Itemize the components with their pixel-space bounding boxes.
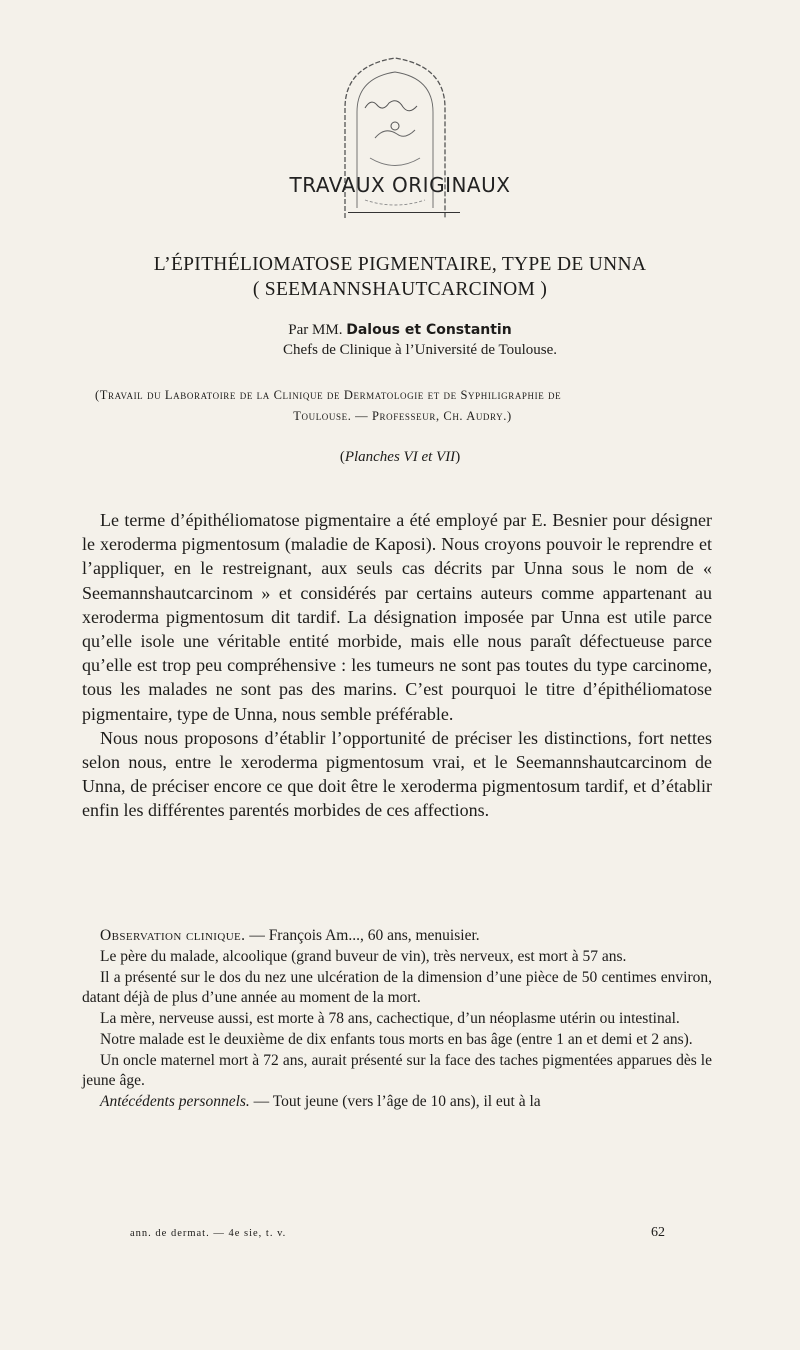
antecedents-text: — Tout jeune (vers l’âge de 10 ans), il eut à la xyxy=(249,1092,541,1110)
observation-heading: Observation clinique. xyxy=(100,927,246,944)
observation-section xyxy=(82,926,712,1113)
intro-paragraph-2: Nous nous proposons d’établir l’opportunité de préciser les distinctions, fort nettes selon nous, entre le xeroderma pigmentosum vrai, et le Seemannshautcarcinom de Unna, de préciser encore ce que doit être le xeroderma pigmentosum tardif, et d’établir enfin les différentes parentés morbides de ces affections. xyxy=(82,727,712,821)
intro-body xyxy=(82,508,712,823)
byline-prefix: Par MM. xyxy=(288,322,343,338)
byline-authors: Dalous et Constantin xyxy=(346,322,512,338)
observation-paragraph-2: Il a présenté sur le dos du nez une ulcération de la dimension d’une pièce de 50 centimes environ, datant déjà de plus d’une année au moment de la mort. xyxy=(82,968,712,1007)
plates-label: Planches VI et VII xyxy=(344,449,456,465)
byline-authors-line xyxy=(0,320,800,340)
article-title-line1: L’ÉPITHÉLIOMATOSE PIGMENTAIRE, TYPE DE UNNA xyxy=(153,254,647,275)
intro-paragraph-1: Le terme d’épithéliomatose pigmentaire a été employé par E. Besnier pour désigner le xeroderma pigmentosum (maladie de Kaposi). Nous croyons pouvoir le reprendre et l’appliquer, en le restreignant, aux seuls cas décrits par Unna sous le nom de « Seemannshautcarcinom » et considérés par certains auteurs comme appartenant au xeroderma pigmentosum dit tardif. La désignation imposée par Unna est utile parce qu’elle isole une véritable entité morbide, mais elle nous paraît défectueuse parce qu’elle est trop peu compréhensive : les tumeurs ne sont pas toutes du type carcinome, tous les malades ne sont pas des marins. C’est pourquoi le titre d’épithéliomatose pigmentaire, type de Unna, nous semble préférable. xyxy=(82,510,712,724)
observation-paragraph-4: Notre malade est le deuxième de dix enfants tous morts en bas âge (entre 1 an et demi et 2 ans). xyxy=(100,1030,693,1048)
observation-paragraph-5: Un oncle maternel mort à 72 ans, aurait présenté sur la face des taches pigmentées apparues dès le jeune âge. xyxy=(82,1051,712,1090)
article-title-line2: ( SEEMANNSHAUTCARCINOM ) xyxy=(252,279,548,300)
observation-heading-rest: — François Am..., 60 ans, menuisier. xyxy=(245,927,480,944)
antecedents-label: Antécédents personnels. xyxy=(100,1092,250,1110)
lab-note-line1: (Travail du Laboratoire de la Clinique de Dermatologie et de Syphiligraphie de xyxy=(95,388,562,402)
affiliation: Chefs de Clinique à l’Université de Toulouse. xyxy=(282,342,558,358)
lab-note-line2: Toulouse. — Professeur, Ch. Audry.) xyxy=(293,409,512,423)
lab-note xyxy=(95,385,710,427)
plates-reference xyxy=(0,449,800,466)
article-title xyxy=(0,252,800,302)
title-rule xyxy=(348,212,460,213)
page-number: 62 xyxy=(651,1225,665,1240)
observation-paragraph-1: Le père du malade, alcoolique (grand buveur de vin), très nerveux, est mort à 57 ans. xyxy=(100,947,627,965)
section-title: TRAVAUX ORIGINAUX xyxy=(289,173,511,197)
observation-heading-paragraph xyxy=(82,926,712,947)
page-footer xyxy=(130,1225,665,1241)
plates-open: ( xyxy=(339,449,345,465)
observation-paragraph-6 xyxy=(82,1092,712,1113)
plates-close: ) xyxy=(455,449,461,465)
observation-paragraph-3: La mère, nerveuse aussi, est morte à 78 ans, cachectique, d’un néoplasme utérin ou intestinal. xyxy=(100,1009,680,1027)
journal-reference: ann. de dermat. — 4e sie, t. v. xyxy=(130,1228,287,1239)
byline xyxy=(0,320,800,360)
